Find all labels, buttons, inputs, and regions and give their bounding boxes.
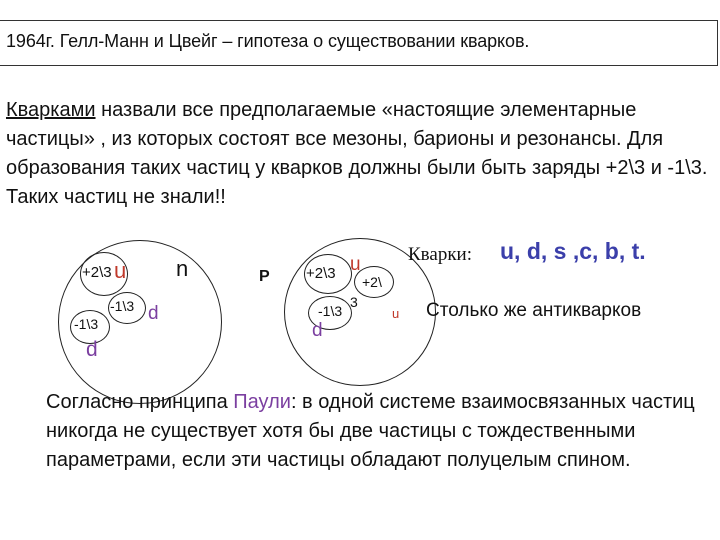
quarks-list: u, d, s ,c, b, t.	[500, 238, 646, 264]
proton-d-superscript: 3	[350, 294, 358, 310]
neutron-d2-charge: -1\3	[74, 316, 99, 332]
pauli-name: Паули	[233, 391, 291, 413]
intro-text: назвали все предполагаемые «настоящие элементарные частицы» , из которых состоят все мезоны, барионы и резонансы. Для образования таких частиц у кварков должны были быть заряды +2\3 и -1\3. Таких частиц не знали!!	[6, 99, 708, 208]
proton-d-label: d	[312, 320, 323, 341]
quarks-title: Кварки:	[408, 244, 473, 265]
neutron-label: n	[176, 256, 189, 281]
proton-u1-label: u	[350, 254, 361, 275]
intro-keyword: Кварками	[6, 99, 96, 121]
header-title: 1964г. Гелл-Манн и Цвейг – гипотеза о существовании кварков.	[6, 31, 530, 51]
pauli-paragraph	[46, 388, 706, 475]
neutron-u-label: u	[114, 258, 127, 283]
neutron-d1-label: d	[148, 303, 159, 324]
proton-d-charge: -1\3	[318, 303, 343, 319]
proton-label: P	[259, 268, 270, 285]
pauli-text-after: : в одной системе взаимосвязанных частиц никогда не существует хотя бы две частицы с тождественными параметрами, если эти частицы обладают полуцелым спином.	[46, 391, 695, 471]
neutron-d2-label: d	[86, 338, 98, 361]
proton-u2-label: u	[392, 306, 400, 321]
proton-u1-charge: +2\3	[306, 265, 336, 282]
antiquarks-note: Столько же антикварков	[426, 300, 642, 321]
pauli-text-before: Согласно принципа	[46, 391, 234, 413]
neutron-u-charge: +2\3	[82, 264, 112, 281]
neutron-d1-charge: -1\3	[110, 298, 135, 314]
intro-paragraph	[6, 96, 718, 212]
proton-u2-charge: +2\	[362, 274, 382, 290]
